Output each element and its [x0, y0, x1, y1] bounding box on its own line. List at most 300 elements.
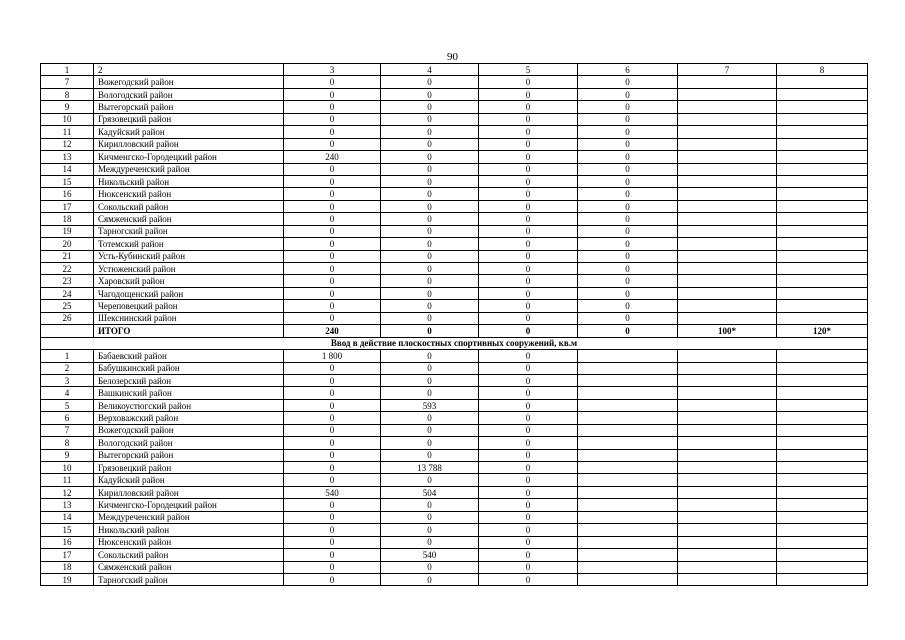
- table-cell: [678, 213, 777, 225]
- table-cell: Кичменгско-Городецкий район: [94, 151, 284, 163]
- table-cell: 0: [578, 200, 678, 212]
- table-cell: 0: [479, 101, 578, 113]
- table-cell: 0: [479, 524, 578, 536]
- table-cell: [777, 188, 868, 200]
- table-cell: 0: [578, 287, 678, 299]
- table-cell: 7: [41, 76, 94, 88]
- table-cell: 18: [41, 213, 94, 225]
- section-title: Ввод в действие плоскостных спортивных сооружений, кв.м: [41, 337, 868, 349]
- table-cell: Череповецкий район: [94, 300, 284, 312]
- table-cell: [578, 437, 678, 449]
- table-row: [41, 387, 868, 399]
- table-cell: [578, 549, 678, 561]
- table-cell: 0: [284, 511, 381, 523]
- table-cell: 0: [479, 200, 578, 212]
- table-row: [41, 462, 868, 474]
- table-cell: [777, 524, 868, 536]
- table-cell: 0: [479, 225, 578, 237]
- table-cell: 0: [284, 573, 381, 585]
- table-cell: Вытегорский район: [94, 101, 284, 113]
- table-cell: 13: [41, 151, 94, 163]
- table-cell: [578, 387, 678, 399]
- table-cell: Сямженский район: [94, 213, 284, 225]
- table-cell: 0: [381, 163, 479, 175]
- table-cell: 24: [41, 287, 94, 299]
- table-row: [41, 511, 868, 523]
- table-cell: 0: [284, 312, 381, 324]
- table-cell: 0: [381, 511, 479, 523]
- table-cell: Грязовецкий район: [94, 462, 284, 474]
- table-cell: 0: [284, 188, 381, 200]
- table-cell: 0: [479, 499, 578, 511]
- table-cell: [777, 399, 868, 411]
- table-cell: 0: [578, 238, 678, 250]
- table-cell: 540: [381, 549, 479, 561]
- table-cell: 25: [41, 300, 94, 312]
- table-cell: [578, 511, 678, 523]
- table-cell: 0: [479, 250, 578, 262]
- table-cell: 0: [284, 424, 381, 436]
- table-cell: 0: [479, 511, 578, 523]
- table-cell: Сямженский район: [94, 561, 284, 573]
- table-cell: [777, 126, 868, 138]
- table-cell: 0: [284, 474, 381, 486]
- table-cell: 0: [578, 312, 678, 324]
- header-row: [41, 64, 868, 76]
- table-row: [41, 76, 868, 88]
- table-cell: 0: [479, 362, 578, 374]
- table-cell: 13: [41, 499, 94, 511]
- table-row: [41, 437, 868, 449]
- table-cell: [678, 486, 777, 498]
- table-cell: [777, 200, 868, 212]
- table-cell: Никольский район: [94, 175, 284, 187]
- table-cell: 23: [41, 275, 94, 287]
- table-cell: [678, 175, 777, 187]
- table-cell: 120*: [777, 325, 868, 337]
- table-cell: 0: [479, 350, 578, 362]
- table-cell: 1: [41, 64, 94, 76]
- table-cell: 240: [284, 325, 381, 337]
- table-row: [41, 573, 868, 585]
- table-cell: 0: [284, 126, 381, 138]
- table-cell: 0: [381, 412, 479, 424]
- table-row: [41, 549, 868, 561]
- table-cell: 11: [41, 126, 94, 138]
- table-cell: [678, 200, 777, 212]
- table-cell: Тарногский район: [94, 573, 284, 585]
- table-cell: 0: [284, 275, 381, 287]
- table-cell: [678, 424, 777, 436]
- table-cell: 0: [381, 250, 479, 262]
- table-row: [41, 300, 868, 312]
- table-cell: 0: [284, 213, 381, 225]
- table-cell: 12: [41, 138, 94, 150]
- table-cell: 8: [41, 88, 94, 100]
- table-cell: [678, 437, 777, 449]
- table-cell: [678, 113, 777, 125]
- table-cell: Тотемский район: [94, 238, 284, 250]
- table-cell: 0: [578, 263, 678, 275]
- table-cell: 18: [41, 561, 94, 573]
- table-cell: 21: [41, 250, 94, 262]
- table-cell: Чагодощенский район: [94, 287, 284, 299]
- table-cell: Сокольский район: [94, 549, 284, 561]
- table-cell: 11: [41, 474, 94, 486]
- table-cell: 0: [284, 175, 381, 187]
- table-cell: 540: [284, 486, 381, 498]
- table-cell: [678, 238, 777, 250]
- table-cell: [777, 76, 868, 88]
- table-cell: [777, 250, 868, 262]
- table-cell: 0: [284, 524, 381, 536]
- table-cell: 0: [479, 76, 578, 88]
- table-cell: [678, 275, 777, 287]
- table-cell: [678, 188, 777, 200]
- table-cell: 14: [41, 163, 94, 175]
- table-cell: Вожегодский район: [94, 424, 284, 436]
- table-cell: 6: [41, 412, 94, 424]
- table-cell: 0: [479, 126, 578, 138]
- table-cell: 6: [578, 64, 678, 76]
- table-cell: [578, 561, 678, 573]
- table-cell: [678, 350, 777, 362]
- table-row: [41, 250, 868, 262]
- table-cell: [678, 412, 777, 424]
- table-cell: 0: [578, 113, 678, 125]
- table-cell: 0: [479, 163, 578, 175]
- table-row: [41, 163, 868, 175]
- table-cell: 593: [381, 399, 479, 411]
- table-cell: Тарногский район: [94, 225, 284, 237]
- table-cell: 0: [381, 312, 479, 324]
- table-cell: [777, 362, 868, 374]
- table-cell: 100*: [678, 325, 777, 337]
- table-cell: 4: [41, 387, 94, 399]
- table-cell: 12: [41, 486, 94, 498]
- table-cell: Харовский район: [94, 275, 284, 287]
- table-cell: 0: [381, 138, 479, 150]
- table-cell: 0: [479, 275, 578, 287]
- table-cell: 0: [284, 200, 381, 212]
- table-cell: 0: [479, 151, 578, 163]
- table-cell: 0: [381, 275, 479, 287]
- table-cell: 0: [479, 573, 578, 585]
- table-cell: 0: [578, 175, 678, 187]
- table-cell: 7: [41, 424, 94, 436]
- table-row: [41, 412, 868, 424]
- table-cell: 0: [479, 263, 578, 275]
- table-cell: [578, 374, 678, 386]
- table-cell: [578, 462, 678, 474]
- table-cell: [678, 312, 777, 324]
- table-cell: 0: [284, 101, 381, 113]
- table-cell: [777, 462, 868, 474]
- table-cell: [678, 399, 777, 411]
- table-cell: 0: [479, 561, 578, 573]
- table-cell: [678, 126, 777, 138]
- table-cell: Верховажский район: [94, 412, 284, 424]
- table-cell: 15: [41, 175, 94, 187]
- table-cell: 10: [41, 113, 94, 125]
- table-row: [41, 449, 868, 461]
- table-cell: 0: [479, 287, 578, 299]
- table-cell: Кичменгско-Городецкий район: [94, 499, 284, 511]
- table-row: [41, 200, 868, 212]
- table-cell: 0: [284, 287, 381, 299]
- table-cell: 0: [479, 437, 578, 449]
- table-cell: 8: [41, 437, 94, 449]
- table-cell: 0: [284, 238, 381, 250]
- table-row: [41, 188, 868, 200]
- table-cell: 0: [578, 151, 678, 163]
- table-cell: 0: [479, 374, 578, 386]
- table-cell: 0: [284, 250, 381, 262]
- page-number: 90: [447, 51, 458, 63]
- table-cell: 0: [479, 88, 578, 100]
- table-cell: 0: [381, 126, 479, 138]
- table-cell: 0: [284, 561, 381, 573]
- table-cell: [578, 350, 678, 362]
- table-cell: Вологодский район: [94, 437, 284, 449]
- table-cell: Никольский район: [94, 524, 284, 536]
- table-cell: 0: [284, 462, 381, 474]
- table-cell: 0: [381, 175, 479, 187]
- table-cell: 0: [381, 350, 479, 362]
- table-cell: Кадуйский район: [94, 126, 284, 138]
- table-cell: 13 788: [381, 462, 479, 474]
- table-cell: 0: [578, 163, 678, 175]
- table-cell: [777, 275, 868, 287]
- table-cell: [678, 263, 777, 275]
- table-cell: [777, 101, 868, 113]
- table-row: [41, 138, 868, 150]
- table-cell: Устюженский район: [94, 263, 284, 275]
- table-cell: 9: [41, 101, 94, 113]
- table-cell: 0: [284, 437, 381, 449]
- table-cell: 20: [41, 238, 94, 250]
- table-cell: 0: [479, 138, 578, 150]
- table-cell: 0: [381, 101, 479, 113]
- table-cell: [777, 138, 868, 150]
- table-cell: Грязовецкий район: [94, 113, 284, 125]
- table-cell: Нюксенский район: [94, 536, 284, 548]
- table-row: [41, 213, 868, 225]
- table-cell: 0: [479, 113, 578, 125]
- table-cell: 0: [381, 300, 479, 312]
- table-cell: [678, 573, 777, 585]
- table-cell: ИТОГО: [94, 325, 284, 337]
- table-cell: Междуреченский район: [94, 511, 284, 523]
- table-cell: [578, 499, 678, 511]
- table-cell: 0: [381, 325, 479, 337]
- table-row: [41, 561, 868, 573]
- table-cell: [777, 474, 868, 486]
- table-cell: 0: [284, 225, 381, 237]
- table-row: [41, 101, 868, 113]
- table-cell: 0: [284, 138, 381, 150]
- table-cell: 0: [284, 549, 381, 561]
- table-cell: Бабаевский район: [94, 350, 284, 362]
- table-cell: [777, 449, 868, 461]
- table-cell: 0: [284, 163, 381, 175]
- table-cell: [777, 536, 868, 548]
- table-row: [41, 424, 868, 436]
- table-cell: Вашкинский район: [94, 387, 284, 399]
- table-cell: 0: [381, 474, 479, 486]
- table-cell: 15: [41, 524, 94, 536]
- table-cell: 0: [381, 238, 479, 250]
- table-cell: [678, 499, 777, 511]
- table-cell: 0: [284, 374, 381, 386]
- table-cell: 17: [41, 200, 94, 212]
- table-cell: 0: [479, 312, 578, 324]
- table-cell: Кадуйский район: [94, 474, 284, 486]
- table-cell: Белозерский район: [94, 374, 284, 386]
- table-row: [41, 287, 868, 299]
- table-cell: [777, 88, 868, 100]
- table-cell: [678, 250, 777, 262]
- table-cell: 1: [41, 350, 94, 362]
- table-cell: [578, 412, 678, 424]
- table-cell: 0: [578, 101, 678, 113]
- table-cell: [678, 101, 777, 113]
- table-cell: 0: [479, 462, 578, 474]
- table-cell: [578, 486, 678, 498]
- table-cell: 0: [578, 126, 678, 138]
- table-cell: [678, 300, 777, 312]
- table-cell: [678, 287, 777, 299]
- table-row: [41, 362, 868, 374]
- table-cell: [678, 163, 777, 175]
- table-cell: 0: [578, 138, 678, 150]
- table-cell: [678, 138, 777, 150]
- table-cell: [777, 374, 868, 386]
- table-cell: [678, 225, 777, 237]
- table-cell: 0: [479, 536, 578, 548]
- table-cell: [777, 412, 868, 424]
- table-cell: [777, 511, 868, 523]
- table-cell: 0: [479, 300, 578, 312]
- table-cell: [777, 113, 868, 125]
- table-cell: 10: [41, 462, 94, 474]
- table-row: [41, 175, 868, 187]
- table-cell: 5: [41, 399, 94, 411]
- table-row: [41, 350, 868, 362]
- table-cell: Кирилловский район: [94, 486, 284, 498]
- table-cell: [777, 163, 868, 175]
- table-cell: 0: [578, 300, 678, 312]
- table-cell: 0: [479, 238, 578, 250]
- table-cell: 0: [479, 387, 578, 399]
- table-cell: 0: [381, 88, 479, 100]
- table-cell: 0: [381, 374, 479, 386]
- table-cell: [777, 175, 868, 187]
- table-cell: 0: [381, 387, 479, 399]
- table-cell: [41, 325, 94, 337]
- table-cell: [777, 225, 868, 237]
- table-cell: 0: [284, 263, 381, 275]
- table-cell: [777, 387, 868, 399]
- table-cell: 0: [381, 573, 479, 585]
- table-cell: 0: [284, 536, 381, 548]
- table-cell: 0: [284, 387, 381, 399]
- table-cell: 0: [284, 449, 381, 461]
- table-cell: Шекснинский район: [94, 312, 284, 324]
- table-cell: [678, 561, 777, 573]
- table-cell: [777, 213, 868, 225]
- table-cell: 14: [41, 511, 94, 523]
- table-cell: 0: [578, 76, 678, 88]
- table-row: [41, 536, 868, 548]
- table-cell: 22: [41, 263, 94, 275]
- table-cell: [678, 524, 777, 536]
- table-cell: 0: [284, 88, 381, 100]
- table-cell: 0: [479, 474, 578, 486]
- table-cell: 0: [381, 362, 479, 374]
- table-cell: 4: [381, 64, 479, 76]
- table-row: [41, 126, 868, 138]
- table-cell: 0: [381, 424, 479, 436]
- table-cell: 240: [284, 151, 381, 163]
- table-cell: [578, 449, 678, 461]
- table-cell: Нюксенский район: [94, 188, 284, 200]
- table-cell: [777, 499, 868, 511]
- table-cell: [578, 424, 678, 436]
- table-row: [41, 524, 868, 536]
- table-cell: 0: [479, 175, 578, 187]
- table-cell: 0: [479, 449, 578, 461]
- table-cell: [578, 536, 678, 548]
- table-cell: [578, 362, 678, 374]
- table-cell: [777, 437, 868, 449]
- table-cell: [777, 300, 868, 312]
- table-cell: 8: [777, 64, 868, 76]
- table-cell: [777, 238, 868, 250]
- table-cell: 26: [41, 312, 94, 324]
- table-cell: [777, 486, 868, 498]
- table-cell: 0: [381, 449, 479, 461]
- table-cell: 0: [578, 188, 678, 200]
- table-cell: 0: [284, 113, 381, 125]
- table-cell: 1 800: [284, 350, 381, 362]
- total-row: [41, 325, 868, 337]
- table-cell: 0: [578, 225, 678, 237]
- table-cell: Великоустюгский район: [94, 399, 284, 411]
- table-cell: 0: [284, 76, 381, 88]
- table-cell: Кирилловский район: [94, 138, 284, 150]
- table-cell: 16: [41, 188, 94, 200]
- table-cell: 0: [381, 561, 479, 573]
- table-cell: 0: [284, 399, 381, 411]
- table-row: [41, 238, 868, 250]
- data-table: [40, 63, 868, 586]
- table-cell: [678, 511, 777, 523]
- table-cell: [678, 536, 777, 548]
- table-cell: 0: [578, 88, 678, 100]
- table-cell: Усть-Кубинский район: [94, 250, 284, 262]
- table-cell: [678, 387, 777, 399]
- table-row: [41, 312, 868, 324]
- table-row: [41, 499, 868, 511]
- table-cell: Вологодский район: [94, 88, 284, 100]
- table-cell: [777, 561, 868, 573]
- table-cell: [678, 549, 777, 561]
- table-cell: 0: [381, 536, 479, 548]
- table-cell: 0: [381, 263, 479, 275]
- table-cell: Вожегодский район: [94, 76, 284, 88]
- table-cell: 0: [479, 188, 578, 200]
